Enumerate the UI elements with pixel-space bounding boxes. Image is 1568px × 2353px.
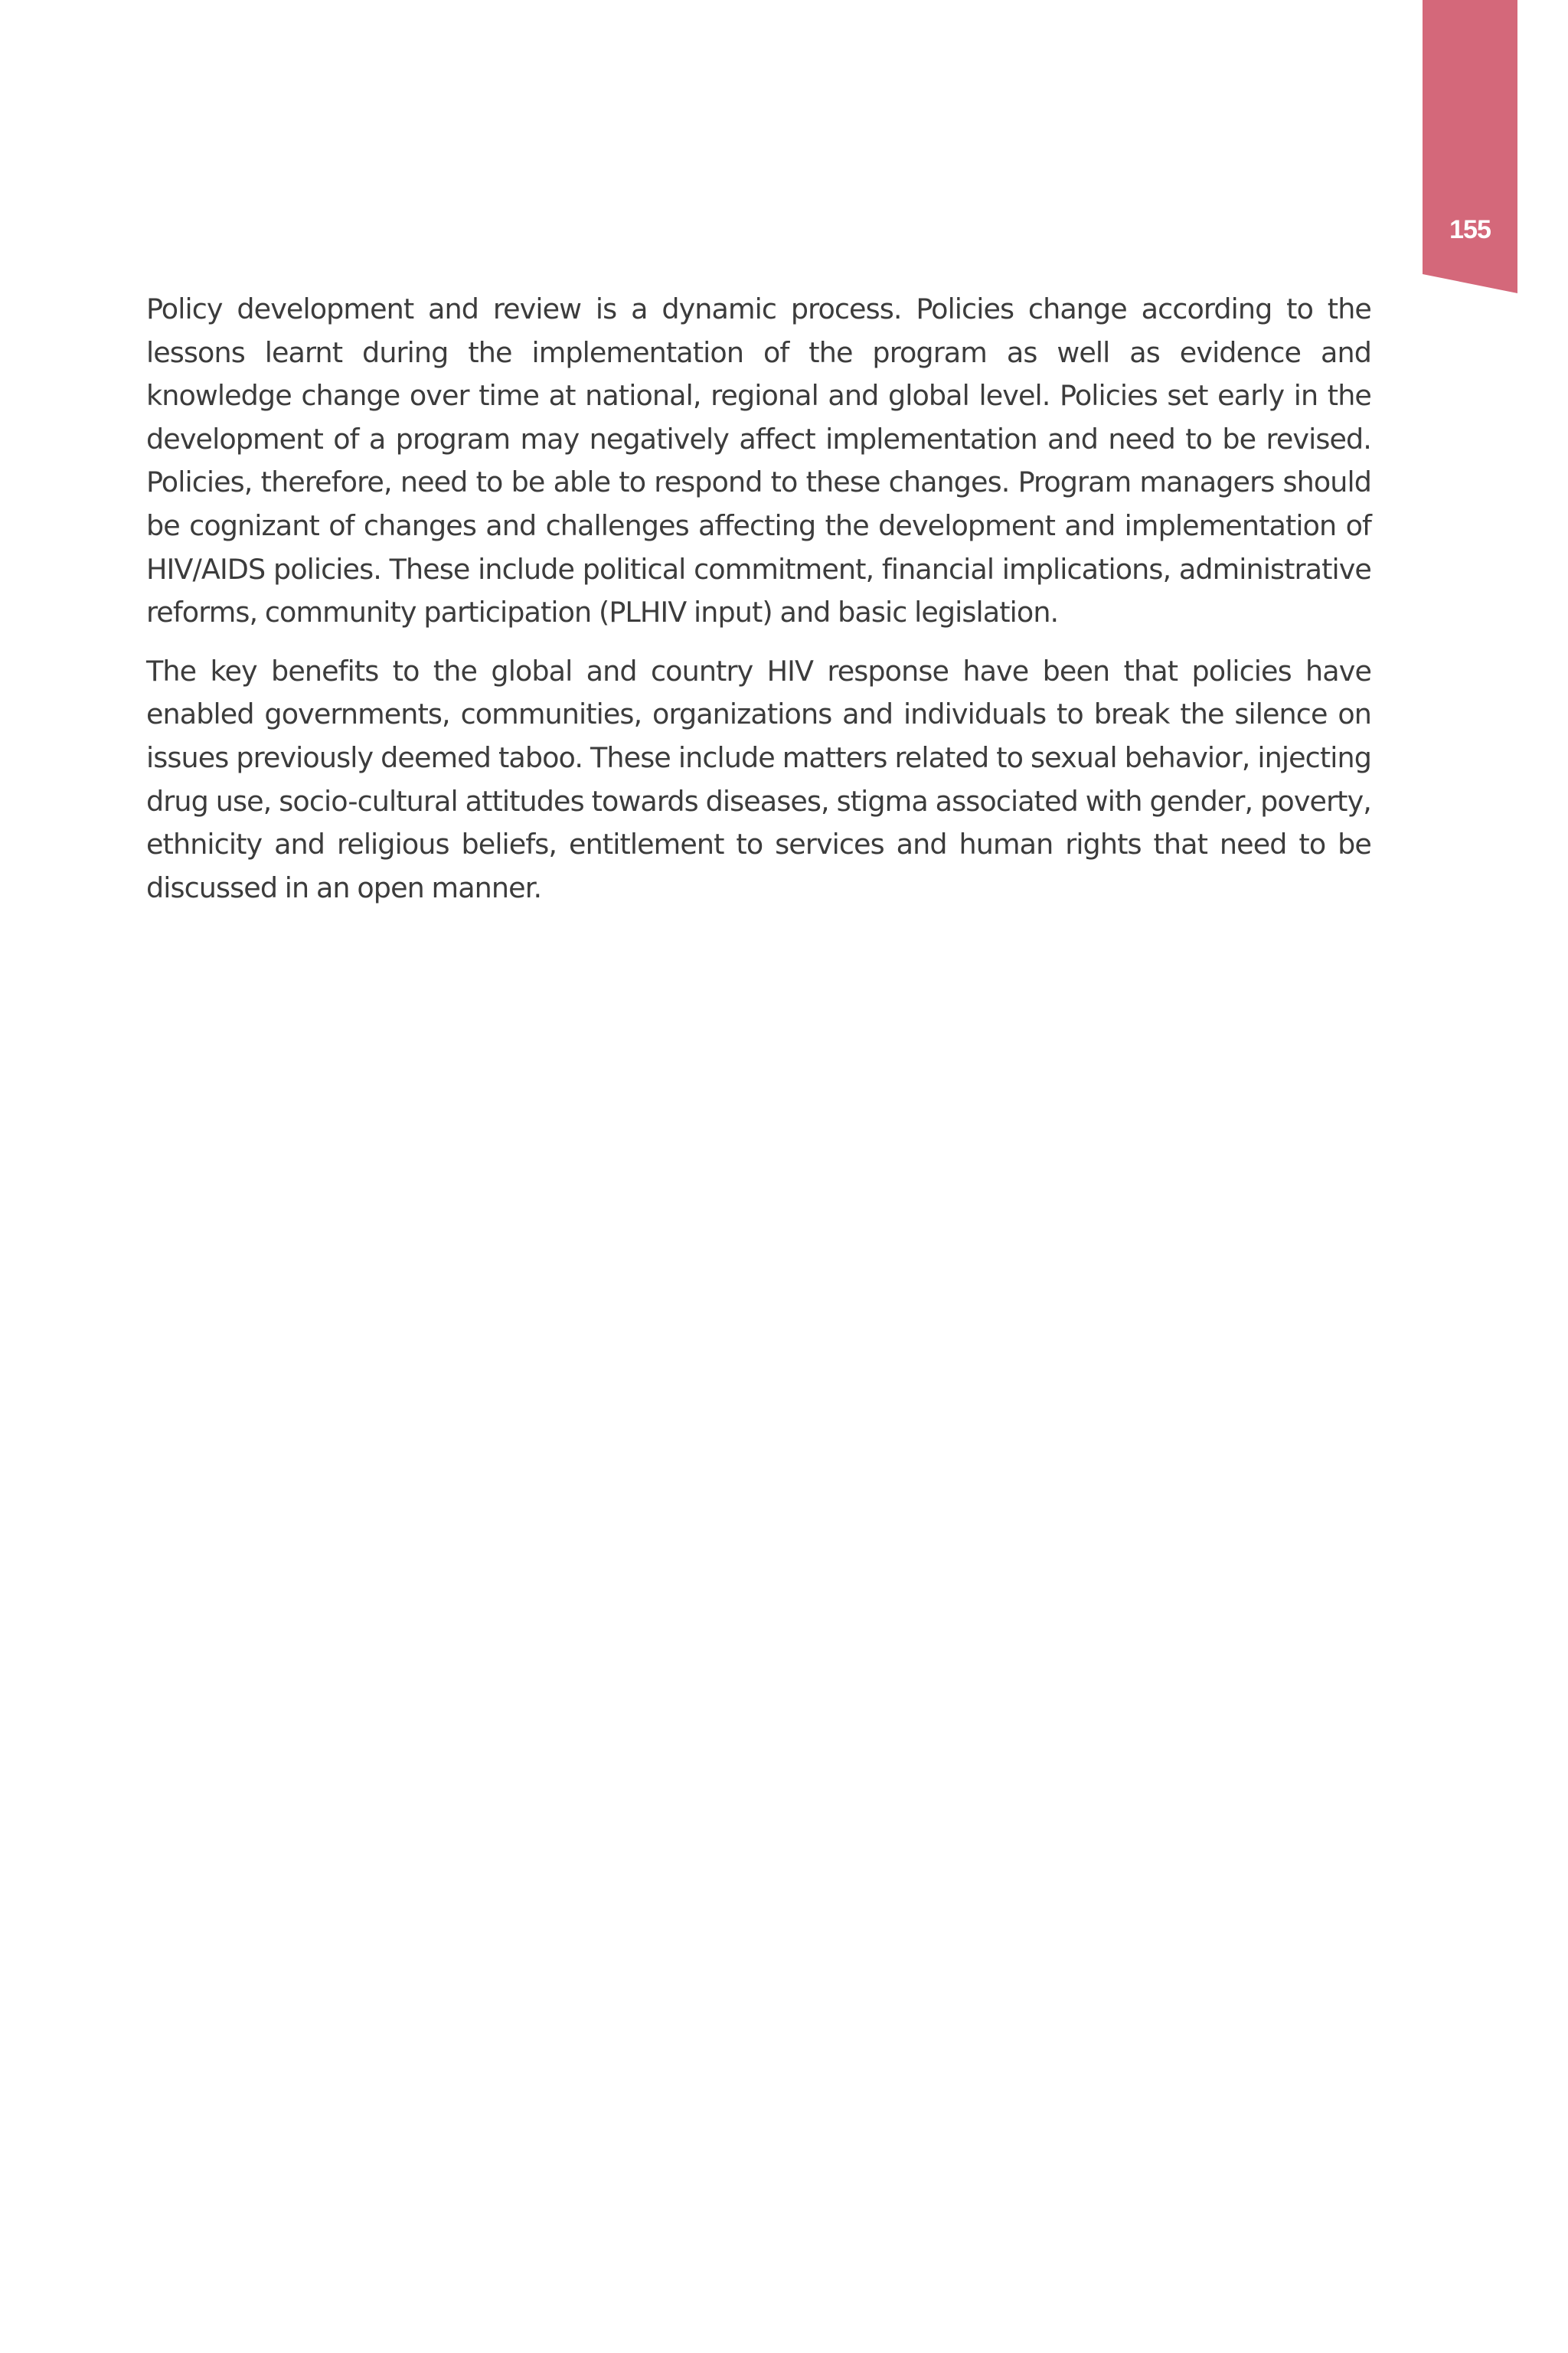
page-number: 155 [1449, 215, 1491, 244]
page-tab-shape [1423, 0, 1517, 293]
paragraph-policy-development: Policy development and review is a dynamic process. Policies change according to the lessons learnt during the implementation of the program as well as evidence and knowledge change over time at national, regional and global level. Policies set early in the development of a program may negatively affect implementation and need to be revised. Policies, therefore, need to be able to respond to these changes. Program managers should be cognizant of changes and challenges affecting the development and implementation of HIV/AIDS policies. These include political commitment, financial implications, administrative reforms, community participation (PLHIV input) and basic legislation. [146, 292, 1371, 629]
page-number-tab [1423, 0, 1517, 293]
paragraph-key-benefits: The key benefits to the global and country HIV response have been that policies have enabled governments, communities, organizations and individuals to break the silence on issues previously deemed taboo. These include matters related to sexual behavior, injecting drug use, socio-cultural attitudes towards diseases, stigma associated with gender, poverty, ethnicity and religious beliefs, entitlement to services and human rights that need to be discussed in an open manner. [146, 654, 1371, 904]
body-text [146, 288, 1371, 925]
